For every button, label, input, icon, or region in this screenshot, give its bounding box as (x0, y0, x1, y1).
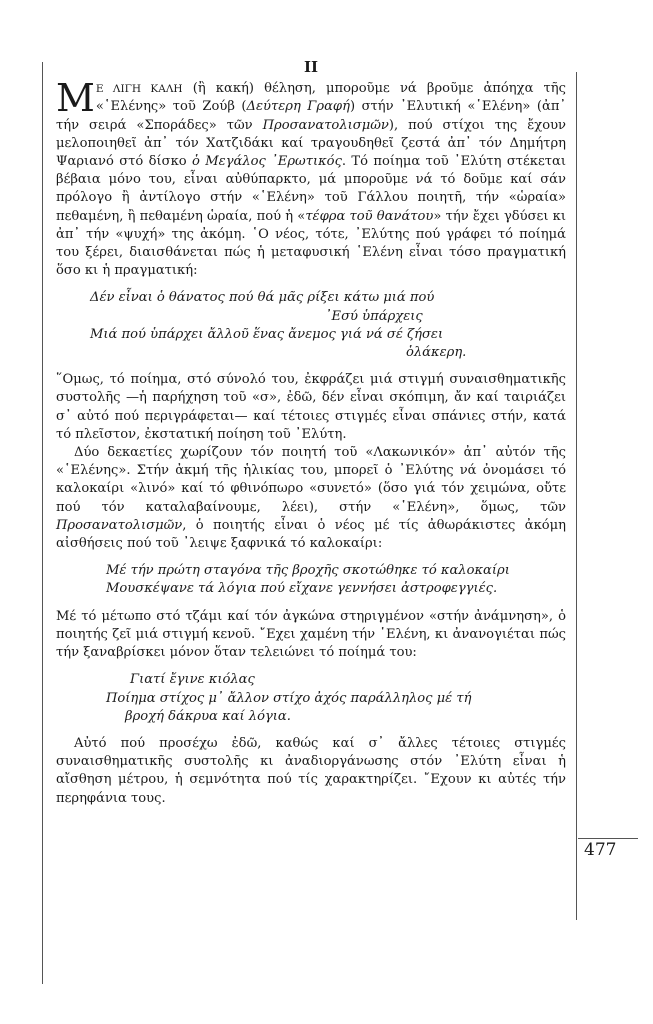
text-run: » τήν ἔχει γδύσει κι ἀπ᾿ τήν «ψυχή» της ἀκόμη. ῾Ο νέος, τότε, ᾿Ελύτης πού γράφει τό ποίημά του ξέρει, διαισθάνεται πώς ἡ μεταφυσική ῾Ελένη εἶναι τόσο πραγματική ὅσο κι ἡ πραγματική: (56, 208, 566, 279)
verse-line: βροχή δάκρυα καί λόγια. (125, 708, 291, 724)
text-run: ), πού στίχοι της ἔχουν μελοποιηθεῖ ἀπ᾿ τόν Χατζιδάκι καί τραγουδηθεῖ ζεστά ἀπ᾿ τόν Δημήτρη Ψαριανό στό δίσκο (56, 117, 566, 170)
verse-quote-1 (56, 289, 566, 362)
article-text (56, 58, 566, 808)
italic-title: Προσανατολισμῶν (56, 517, 183, 533)
paragraph-1 (56, 76, 566, 280)
verse-line: ᾿Εσύ ὑπάρχεις (325, 308, 423, 324)
text-run: . Τό ποίημα τοῦ ᾿Ελύτη στέκεται βέβαια μόνο του, εἶναι αὐθύπαρκτο, μά μποροῦμε νά τό δοῦμε καί σάν πρόλογο ἢ ἀντίλογο στήν «῾Ελένη» τοῦ Γάλλου ποιητῆ, τήν «ὡραία» πεθαμένη, ἢ πεθαμένη ὡραία, πού ἡ « (56, 154, 566, 224)
text-run: ) στήν ᾿Ελυτική «῾Ελένη» (ἀπ᾿ τήν σειρά «Σποράδες» τῶν (56, 99, 566, 133)
lead-in-caps: Ε ΛΙΓΗ ΚΑΛΗ (95, 83, 183, 96)
verse-line: Γιατί ἔγινε κιόλας (130, 672, 255, 688)
italic-phrase: τέφρα τοῦ θανάτου (305, 208, 434, 224)
paragraph-4: Μέ τό μέτωπο στό τζάμι καί τόν ἀγκώνα στηριγμένον «στήν ἀνάμνηση», ὁ ποιητής ζεῖ μιά στιγμή κενοῦ. ῎Εχει χαμένη τήν ῾Ελένη, κι ἀνανογιέται πώς τήν ξαναβρίσκει μόνον ὅταν τελειώνει τό ποίημά του: (56, 608, 566, 661)
paragraph-5: Αὐτό πού προσέχω ἐδῶ, καθώς καί σ᾿ ἄλλες τέτοιες στιγμές συναισθηματικῆς συστολῆς κι ἀναδιοργάνωσης στόν ᾿Ελύτη εἶναι ἡ αἴσθηση μέτρου, ἡ σεμνότητα πού τίς χαρακτηρίζει. ῎Εχουν κι αὐτές τήν περηφάνια τους. (56, 735, 566, 806)
paragraph-2: ῞Ομως, τό ποίημα, στό σύνολό του, ἐκφράζει μιά στιγμή συναισθηματικῆς συστολῆς —ἡ παρήχηση τοῦ «σ», ἐδῶ, δέν εἶναι σκόπιμη, ἄν καί ταιριάζει σ᾿ αὐτό πού περιγράφεται— καί τέτοιες στιγμές εἶναι σπάνιες στήν, κατά τό πλεῖστον, ἐκστατική ποίηση τοῦ ᾿Ελύτη. (56, 372, 566, 442)
text-run: , ὁ ποιητής εἶναι ὁ νέος μέ τίς ἀθωράκιστες ἀκόμη αἰσθήσεις πού τοῦ ᾿λειψε ξαφνικά τό καλοκαίρι: (56, 517, 566, 552)
text-run: Δύο δεκαετίες χωρίζουν τόν ποιητή τοῦ «Λακωνικόν» ἀπ᾿ αὐτόν τῆς «῾Ελένης». Στήν ἀκμή τῆς ἡλικίας του, μπορεῖ ὁ ᾿Ελύτης νά ὀνομάσει τό καλοκαίρι «λινό» καί τό φθινόπωρο «συνετό» (ὅσο γιά τόν χειμώνα, οὔτε πού τόν καταλαβαίνουμε, λέει), στήν «῾Ελένη», ὅμως, τῶν (56, 445, 566, 515)
drop-cap: Μ (56, 76, 95, 121)
verse-line: Μουσκέψανε τά λόγια πού εἴχανε γεννήσει ἀστροφεγγιές. (106, 581, 498, 597)
italic-title: Προσανατολισμῶν (262, 117, 389, 133)
right-margin-rule (576, 72, 577, 920)
verse-line: ὁλάκερη. (406, 345, 467, 361)
italic-title: ὁ Μεγάλος ᾿Ερωτικός (192, 154, 342, 170)
page-number: 477 (584, 840, 617, 860)
verse-line: Μέ τήν πρώτη σταγόνα τῆς βροχῆς σκοτώθηκε τό καλοκαίρι (106, 563, 510, 579)
text-run: (ἢ κακή) θέληση, μποροῦμε νά βροῦμε ἀπόηχα τῆς «῾Ελένης» τοῦ Ζούβ ( (95, 81, 566, 115)
verse-line: Μιά πού ὑπάρχει ἄλλοῦ ἕνας ἄνεμος γιά νά σέ ζήσει (90, 326, 444, 342)
verse-quote-2 (56, 562, 566, 598)
verse-line: Ποίημα στίχος μ᾿ ἄλλον στίχο ἀχός παράλληλος μέ τή (106, 690, 472, 706)
italic-title: Δεύτερη Γραφή (246, 99, 350, 115)
left-margin-rule (42, 62, 43, 984)
section-number: II (303, 58, 319, 76)
verse-line: Δέν εἶναι ὁ θάνατος πού θά μᾶς ρίξει κάτω μιά πού (90, 290, 435, 306)
paragraph-3 (56, 444, 566, 553)
verse-quote-3 (56, 671, 566, 726)
page-number-rule (578, 838, 638, 839)
